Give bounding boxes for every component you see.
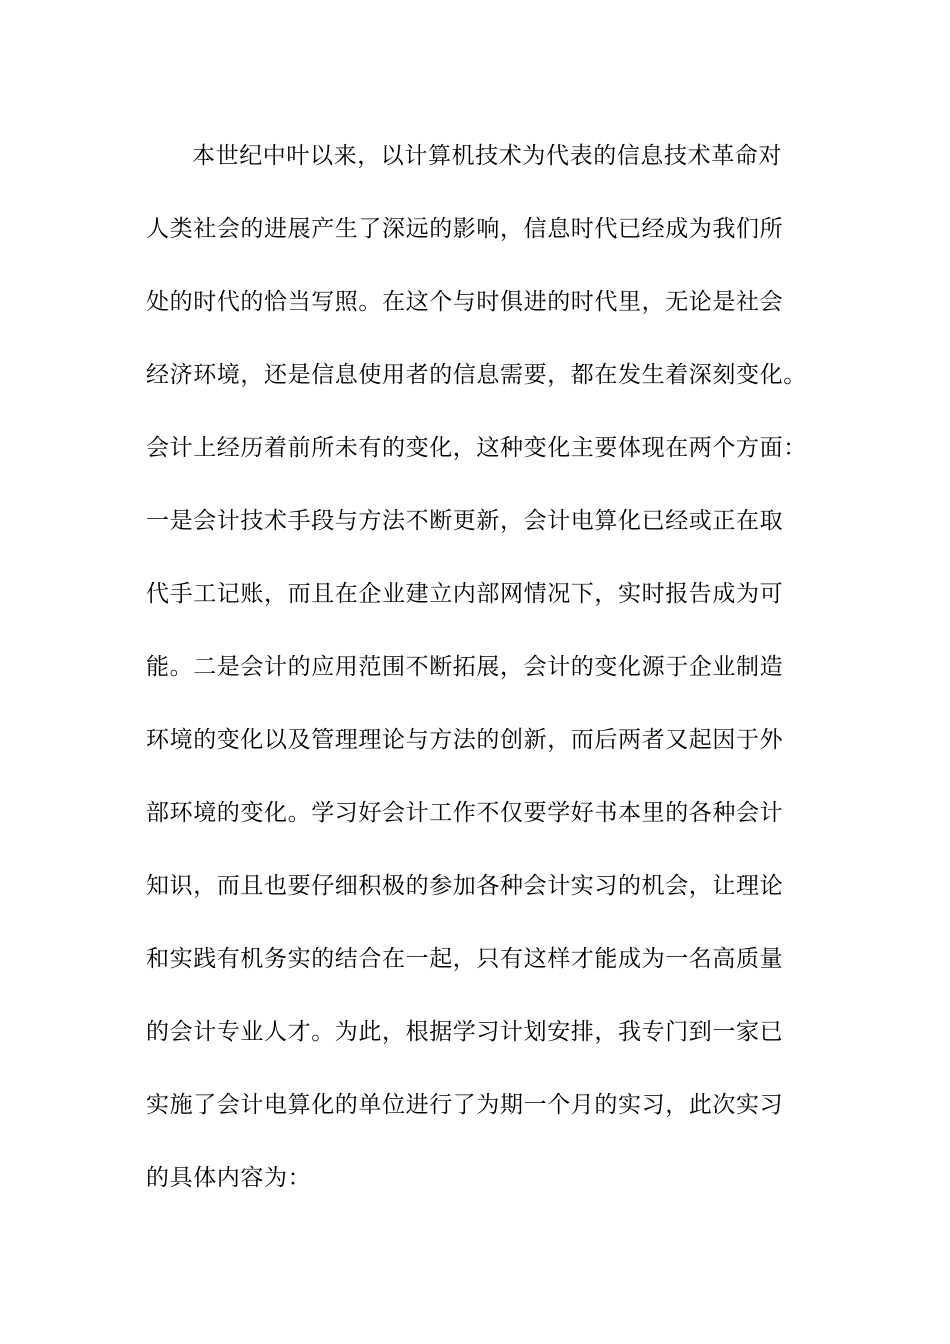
paragraph-line: 知识，而且也要仔细积极的参加各种会计实习的机会，让理论 xyxy=(146,873,784,899)
paragraph-line: 代手工记账，而且在企业建立内部网情况下，实时报告成为可 xyxy=(146,581,784,607)
paragraph-line: 和实践有机务实的结合在一起，只有这样才能成为一名高质量 xyxy=(146,946,784,972)
paragraph-line: 本世纪中叶以来，以计算机技术为代表的信息技术革命对 xyxy=(192,143,782,169)
paragraph-line: 能。二是会计的应用范围不断拓展，会计的变化源于企业制造 xyxy=(146,654,784,680)
paragraph-line: 处的时代的恰当写照。在这个与时俱进的时代里，无论是社会 xyxy=(146,289,784,315)
paragraph-line: 的会计专业人才。为此，根据学习计划安排，我专门到一家已 xyxy=(146,1019,784,1045)
paragraph-line: 一是会计技术手段与方法不断更新，会计电算化已经或正在取 xyxy=(146,508,784,534)
paragraph-line: 人类社会的进展产生了深远的影响，信息时代已经成为我们所 xyxy=(146,216,784,242)
paragraph-line: 实施了会计电算化的单位进行了为期一个月的实习，此次实习 xyxy=(146,1092,784,1118)
paragraph-line: 的具体内容为： xyxy=(146,1165,312,1191)
paragraph-line: 经济环境，还是信息使用者的信息需要，都在发生着深刻变化。 xyxy=(146,362,807,388)
paragraph-line: 环境的变化以及管理理论与方法的创新，而后两者又起因于外 xyxy=(146,727,784,753)
paragraph-line: 部环境的变化。学习好会计工作不仅要学好书本里的各种会计 xyxy=(146,800,784,826)
body-paragraph xyxy=(146,136,826,1231)
paragraph-line: 会计上经历着前所未有的变化，这种变化主要体现在两个方面： xyxy=(146,435,807,461)
